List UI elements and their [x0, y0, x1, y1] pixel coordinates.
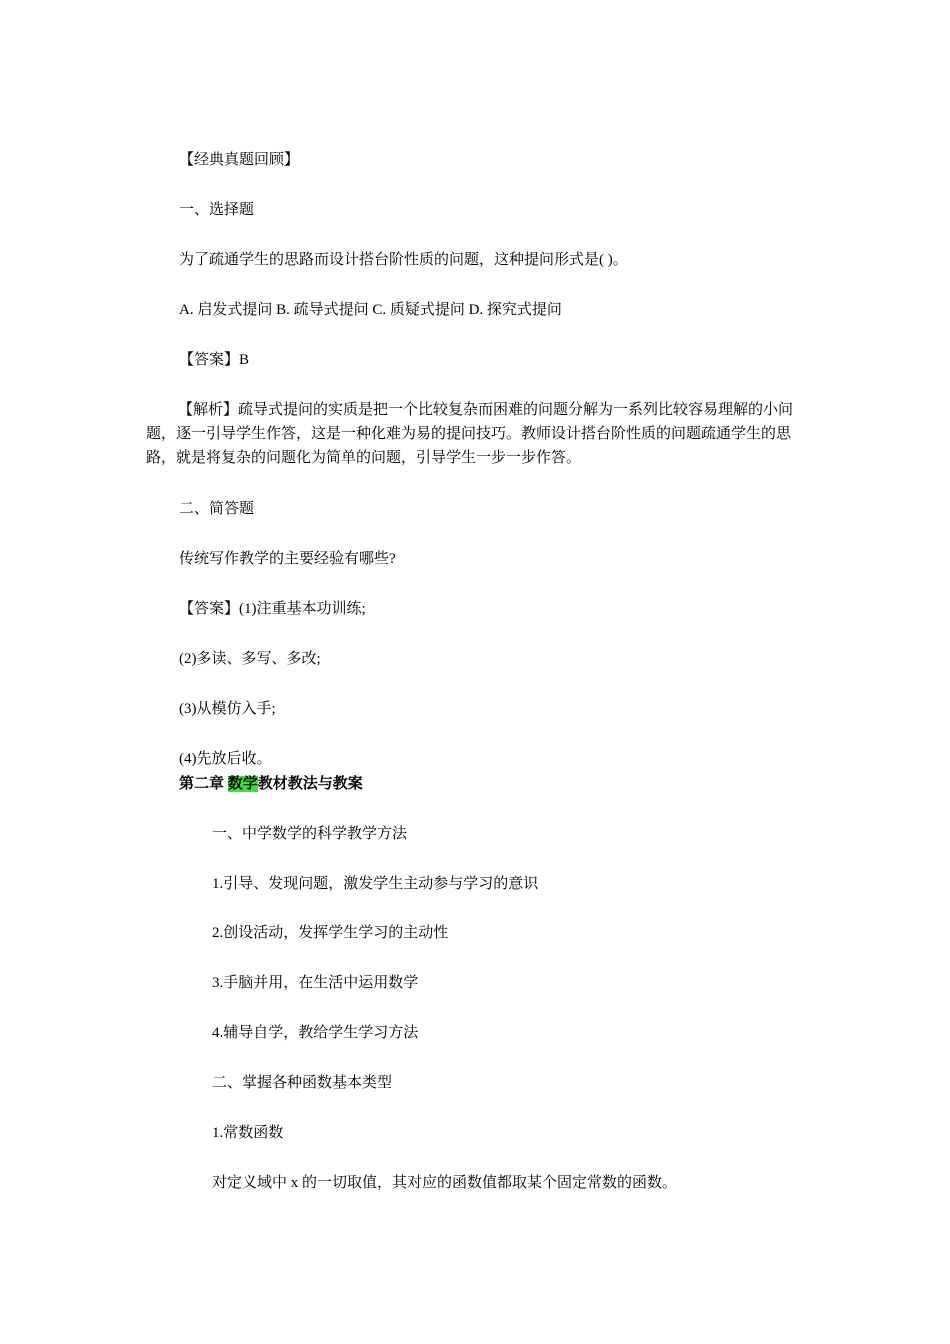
- question-2: 传统写作教学的主要经验有哪些?: [179, 551, 396, 567]
- method-item-3: 3.手脑并用，在生活中运用数学: [212, 975, 419, 991]
- part2-title: 二、简答题: [179, 501, 255, 517]
- answer-2-line-1: 【答案】(1)注重基本功训练;: [179, 601, 366, 617]
- section-heading: 【经典真题回顾】: [179, 152, 300, 168]
- analysis-1: 【解析】疏导式提问的实质是把一个比较复杂而困难的问题分解为一系列比较容易理解的小问题，逐一引导学生作答，这是一种化难为易的提问技巧。教师设计搭台阶性质的问题疏通学生的思路，就是将复杂的问题化为简单的问题，引导学生一步一步作答。: [146, 402, 794, 466]
- answer-2-line-4: (4)先放后收。: [179, 751, 272, 767]
- answer-2-line-3: (3)从模仿入手;: [179, 701, 276, 717]
- method-item-2: 2.创设活动，发挥学生学习的主动性: [212, 925, 449, 941]
- answer-1: 【答案】B: [179, 352, 250, 368]
- chapter-title: [179, 772, 363, 796]
- function-1-definition: 对定义域中 x 的一切取值，其对应的函数值都取某个固定常数的函数。: [212, 1175, 678, 1191]
- method-item-4: 4.辅导自学，教给学生学习方法: [212, 1025, 419, 1041]
- question-1: 为了疏通学生的思路而设计搭台阶性质的问题，这种提问形式是( )。: [179, 252, 628, 268]
- method-item-1: 1.引导、发现问题，激发学生主动参与学习的意识: [212, 876, 539, 892]
- chapter-title-prefix: 第二章: [179, 776, 228, 792]
- chapter-title-suffix: 教材教法与教案: [257, 776, 363, 792]
- chapter-title-highlight: 数学: [227, 776, 258, 792]
- subsection-2-title: 二、掌握各种函数基本类型: [212, 1075, 393, 1091]
- question-1-options: A. 启发式提问 B. 疏导式提问 C. 质疑式提问 D. 探究式提问: [179, 302, 562, 318]
- part1-title: 一、选择题: [179, 202, 255, 218]
- function-1-title: 1.常数函数: [212, 1125, 284, 1141]
- subsection-1-title: 一、中学数学的科学教学方法: [212, 826, 408, 842]
- answer-2-line-2: (2)多读、多写、多改;: [179, 651, 321, 667]
